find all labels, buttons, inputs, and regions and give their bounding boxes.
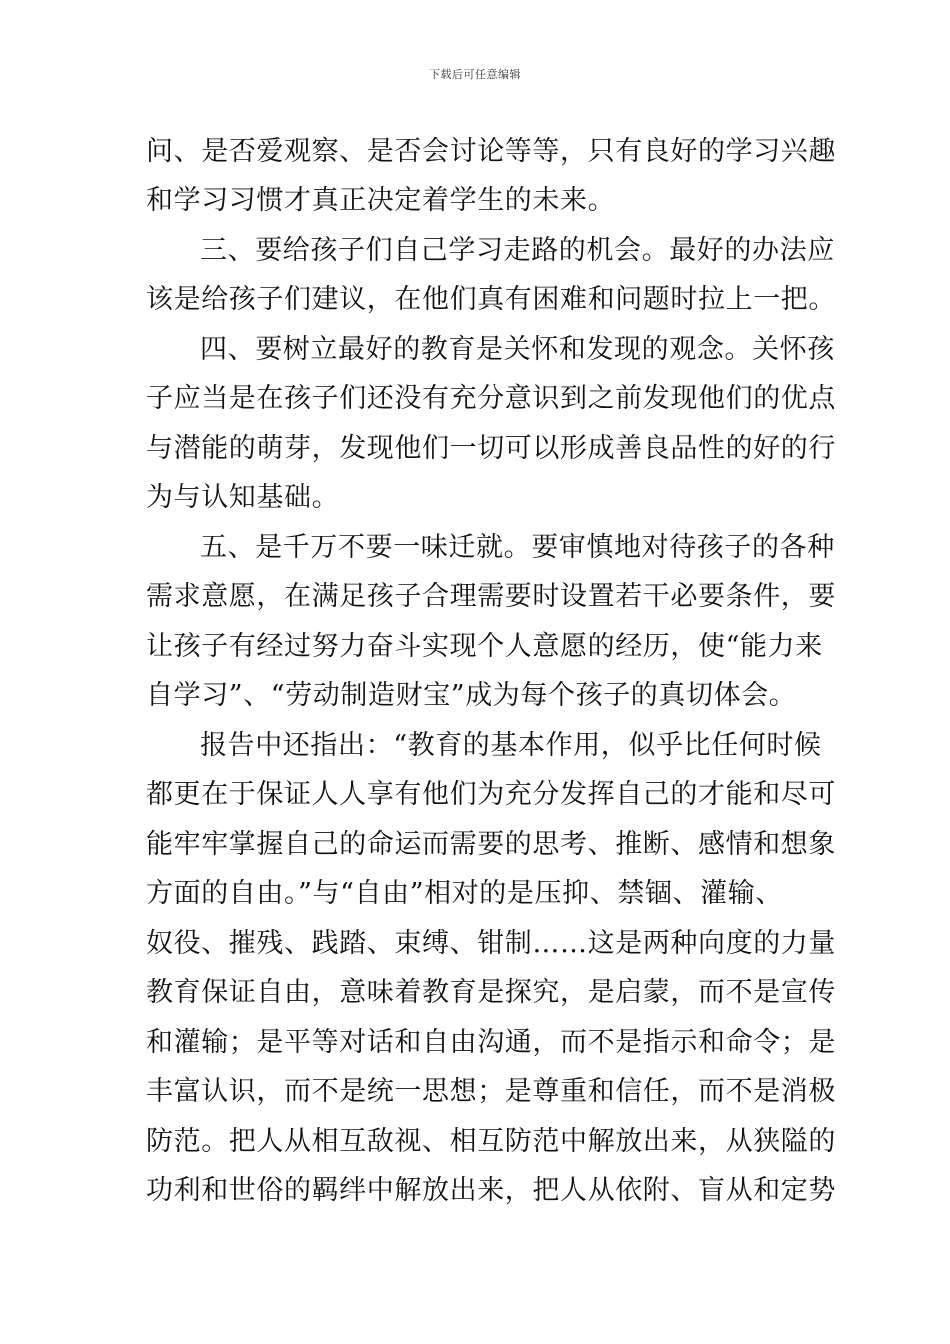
text-line: 教育保证自由，意味着教育是探究，是启蒙，而不是宣传 bbox=[146, 977, 836, 1008]
text-line: 子应当是在孩子们还没有充分意识到之前发现他们的优点 bbox=[146, 383, 836, 414]
text-line: 方面的自由。”与“自由”相对的是压抑、禁锢、灌输、 bbox=[146, 878, 783, 909]
text-line: 自学习”、“劳动制造财宝”成为每个孩子的真切体会。 bbox=[146, 680, 797, 711]
text-line: 与潜能的萌芽，发现他们一切可以形成善良品性的好的行 bbox=[146, 433, 836, 464]
text-line: 防范。把人从相互敌视、相互防范中解放出来，从狭隘的 bbox=[146, 1126, 836, 1157]
text-line: 让孩子有经过努力奋斗实现个人意愿的经历，使“能力来 bbox=[146, 631, 823, 662]
text-line: 和灌输；是平等对话和自由沟通，而不是指示和命令；是 bbox=[146, 1027, 836, 1058]
page-header: 下载后可任意编辑 bbox=[429, 68, 521, 81]
text-line: 丰富认识，而不是统一思想；是尊重和信任，而不是消极 bbox=[146, 1076, 836, 1107]
paragraph-start: 五、是千万不要一味迁就。要审慎地对待孩子的各种 bbox=[200, 532, 835, 563]
text-line: 为与认知基础。 bbox=[146, 482, 340, 513]
text-line: 该是给孩子们建议，在他们真有困难和问题时拉上一把。 bbox=[146, 284, 836, 315]
text-line: 功利和世俗的羁绊中解放出来，把人从依附、盲从和定势 bbox=[146, 1175, 836, 1206]
text-line: 和学习习惯才真正决定着学生的未来。 bbox=[146, 185, 616, 216]
text-line: 奴役、摧残、践踏、束缚、钳制……这是两种向度的力量 bbox=[146, 928, 836, 959]
text-line: 问、是否爱观察、是否会讨论等等，只有良好的学习兴趣 bbox=[146, 136, 836, 167]
paragraph-start: 三、要给孩子们自己学习走路的机会。最好的办法应 bbox=[200, 235, 835, 266]
paragraph-start: 报告中还指出：“教育的基本作用，似乎比任何时候 bbox=[200, 730, 822, 761]
paragraph-start: 四、要树立最好的教育是关怀和发现的观念。关怀孩 bbox=[200, 334, 835, 365]
text-line: 都更在于保证人人享有他们为充分发挥自己的才能和尽可 bbox=[146, 779, 836, 810]
text-line: 需求意愿，在满足孩子合理需要时设置若干必要条件，要 bbox=[146, 581, 836, 612]
text-line: 能牢牢掌握自己的命运而需要的思考、推断、感情和想象 bbox=[146, 829, 836, 860]
